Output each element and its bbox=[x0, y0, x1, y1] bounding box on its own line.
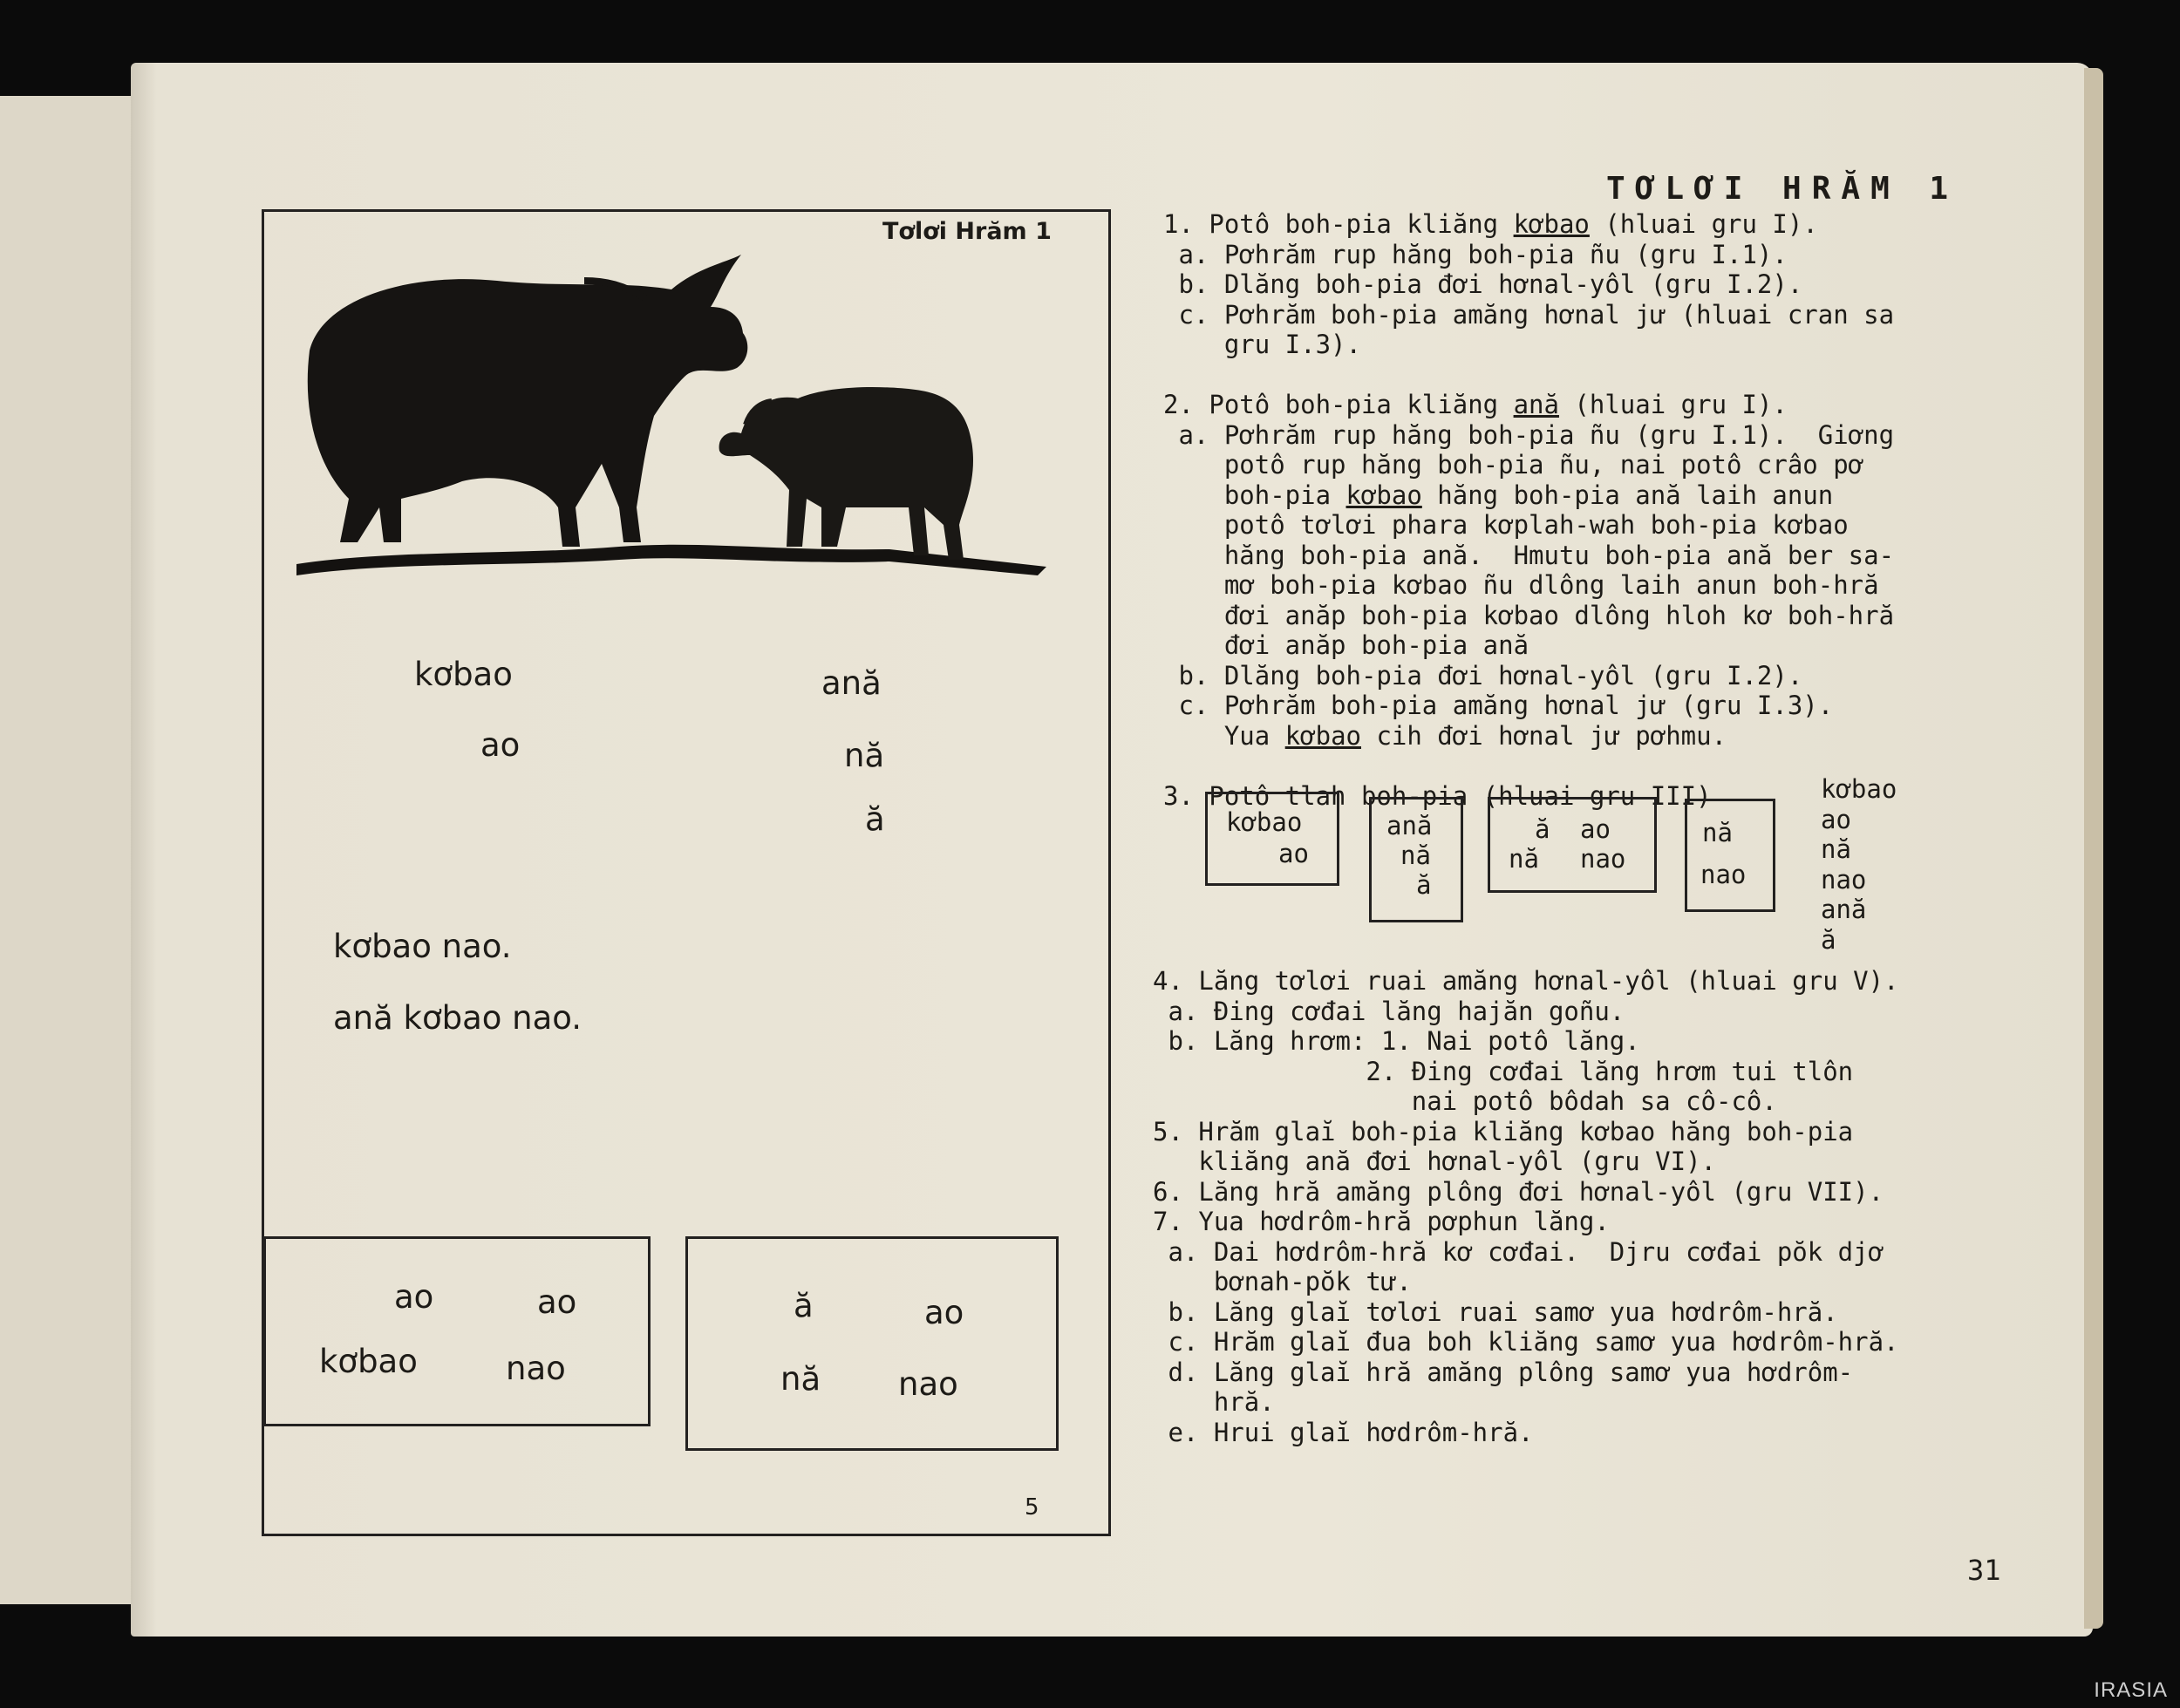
syllable-box-2-w1: ană bbox=[1386, 811, 1433, 840]
instruction-line: c. Pơhrăm boh-pia amăng hơnal jư (gru I.3). bbox=[1163, 691, 1834, 720]
instruction-line bbox=[1163, 360, 1894, 391]
box2-ao: ao bbox=[924, 1294, 964, 1331]
box1-kobao: kơbao bbox=[319, 1343, 418, 1380]
box1-ao-1: ao bbox=[394, 1278, 434, 1316]
instruction-line: Yua kơbao cih đơi hơnal jư pơhmu. bbox=[1163, 720, 1727, 751]
sentence-1: kơbao nao. bbox=[333, 928, 512, 965]
syllable-box-3-w1: ă bbox=[1535, 814, 1550, 844]
instruction-line: b. Lăng hrơm: 1. Nai potô lăng. bbox=[1153, 1026, 1640, 1056]
lesson-header: TƠLƠI HRĂM 1 bbox=[1606, 171, 1959, 207]
buffalo-illustration bbox=[288, 246, 1055, 612]
syllable-box-4-w1: nă bbox=[1702, 818, 1733, 847]
instruction-line: hră. bbox=[1153, 1387, 1275, 1417]
word-kobao: kơbao bbox=[414, 656, 513, 693]
page-edge bbox=[2084, 68, 2103, 1629]
syllable-list-5: ană bbox=[1821, 895, 1867, 924]
syllable-box-3-w3: nă bbox=[1509, 844, 1539, 874]
word-na: nă bbox=[844, 737, 885, 774]
word-ao: ao bbox=[480, 726, 521, 764]
instruction-line: gru I.3). bbox=[1163, 330, 1361, 359]
instruction-line: mơ boh-pia kơbao ñu dlông laih anun boh-hră bbox=[1163, 570, 1879, 600]
primer-header: Tơlơi Hrăm 1 bbox=[882, 218, 1052, 245]
instruction-line: nai potô bôdah sa cô-cô. bbox=[1153, 1086, 1777, 1116]
instruction-line: đơi anăp boh-pia kơbao dlông hloh kơ boh-hră bbox=[1163, 600, 1895, 630]
instruction-line: d. Lăng glaĭ hră amăng plông samơ yua hơdrôm- bbox=[1153, 1357, 1854, 1387]
instruction-line: 2. Đing cơđai lăng hrơm tui tlôn bbox=[1153, 1056, 1854, 1086]
word-box-2 bbox=[685, 1236, 1059, 1451]
syllable-box-3-w2: ao bbox=[1580, 814, 1611, 844]
instructions-block-2 bbox=[1153, 966, 1899, 1447]
syllable-box-2-w3: ă bbox=[1416, 870, 1432, 900]
sentence-2: ană kơbao nao. bbox=[333, 999, 582, 1037]
instruction-line: a. Pơhrăm rup hăng boh-pia ñu (gru I.1). bbox=[1163, 239, 1788, 269]
word-ana: ană bbox=[821, 664, 882, 702]
instructions-block-1 bbox=[1163, 209, 1894, 811]
instruction-line: e. Hrui glaĭ hơdrôm-hră. bbox=[1153, 1417, 1534, 1447]
instruction-line bbox=[1163, 751, 1894, 781]
instruction-line: a. Đing cơđai lăng hajăn goñu. bbox=[1153, 996, 1625, 1026]
box1-nao: nao bbox=[506, 1350, 566, 1387]
instruction-line: 5. Hrăm glaĭ boh-pia kliăng kơbao hăng boh-pia bbox=[1153, 1116, 1854, 1147]
syllable-list-1: kơbao bbox=[1821, 774, 1897, 804]
instruction-line: hăng boh-pia ană. Hmutu boh-pia ană ber sa- bbox=[1163, 540, 1895, 570]
instruction-line: kliăng ană đơi hơnal-yôl (gru VI). bbox=[1153, 1147, 1717, 1176]
instruction-line: 3. Potô tlah boh-pia (hluai gru III) bbox=[1163, 780, 1712, 811]
primer-page-number: 5 bbox=[1025, 1494, 1039, 1521]
instruction-line: c. Hrăm glaĭ đua boh kliăng samơ yua hơdrôm-hră. bbox=[1153, 1327, 1899, 1357]
syllable-box-4-w2: nao bbox=[1700, 860, 1747, 889]
syllable-box-1-w1: kơbao bbox=[1226, 807, 1303, 837]
instruction-line: potô rup hăng boh-pia ñu, nai potô crâo pơ bbox=[1163, 450, 1864, 480]
instruction-line: a. Pơhrăm rup hăng boh-pia ñu (gru I.1). Giơng bbox=[1163, 419, 1895, 450]
syllable-list-2: ao bbox=[1821, 804, 1851, 834]
box2-nao: nao bbox=[898, 1365, 958, 1403]
instruction-line: 2. Potô boh-pia kliăng ană (hluai gru I). bbox=[1163, 390, 1788, 419]
instruction-line: 7. Yua hơdrôm-hră pơphun lăng. bbox=[1153, 1207, 1610, 1236]
box2-a: ă bbox=[794, 1287, 814, 1324]
page-number: 31 bbox=[1967, 1554, 2001, 1587]
syllable-list-4: nao bbox=[1821, 864, 1867, 895]
syllable-box-3-w4: nao bbox=[1580, 844, 1626, 874]
syllable-list-3: nă bbox=[1821, 834, 1851, 864]
instruction-line: b. Lăng glaĭ tơlơi ruai samơ yua hơdrôm-hră. bbox=[1153, 1296, 1838, 1327]
box1-ao-2: ao bbox=[537, 1283, 577, 1321]
instruction-line: bơnah-pŏk tư. bbox=[1153, 1267, 1412, 1296]
watermark: IRASIA bbox=[2094, 1678, 2168, 1702]
instruction-line: a. Dai hơdrôm-hră kơ cơđai. Djru cơđai pŏk djơ bbox=[1153, 1236, 1884, 1267]
instruction-line: 6. Lăng hră amăng plông đơi hơnal-yôl (gru VII). bbox=[1153, 1176, 1884, 1207]
left-page-edge bbox=[0, 96, 140, 1604]
word-box-1 bbox=[263, 1236, 651, 1426]
syllable-list-6: ă bbox=[1821, 924, 1836, 955]
word-a: ă bbox=[865, 800, 885, 838]
instruction-line: b. Dlăng boh-pia đơi hơnal-yôl (gru I.2). bbox=[1163, 269, 1803, 299]
instruction-line: đơi anăp boh-pia ană bbox=[1163, 630, 1529, 660]
instruction-line: c. Pơhrăm boh-pia amăng hơnal jư (hluai cran sa bbox=[1163, 299, 1895, 330]
instruction-line: b. Dlăng boh-pia đơi hơnal-yôl (gru I.2). bbox=[1163, 660, 1803, 691]
instruction-line: potô tơlơi phara kơplah-wah boh-pia kơbao bbox=[1163, 510, 1849, 540]
instruction-line: 4. Lăng tơlơi ruai amăng hơnal-yôl (hluai gru V). bbox=[1153, 966, 1899, 996]
box2-na: nă bbox=[780, 1360, 821, 1398]
syllable-box-1 bbox=[1205, 792, 1339, 886]
syllable-box-1-w2: ao bbox=[1278, 839, 1309, 868]
instruction-line: 1. Potô boh-pia kliăng kơbao (hluai gru I). bbox=[1163, 209, 1818, 239]
syllable-box-2-w2: nă bbox=[1400, 840, 1431, 870]
syllable-box-4 bbox=[1685, 799, 1775, 912]
syllable-list bbox=[1821, 774, 1897, 955]
instruction-line: boh-pia kơbao hăng boh-pia ană laih anun bbox=[1163, 480, 1834, 510]
